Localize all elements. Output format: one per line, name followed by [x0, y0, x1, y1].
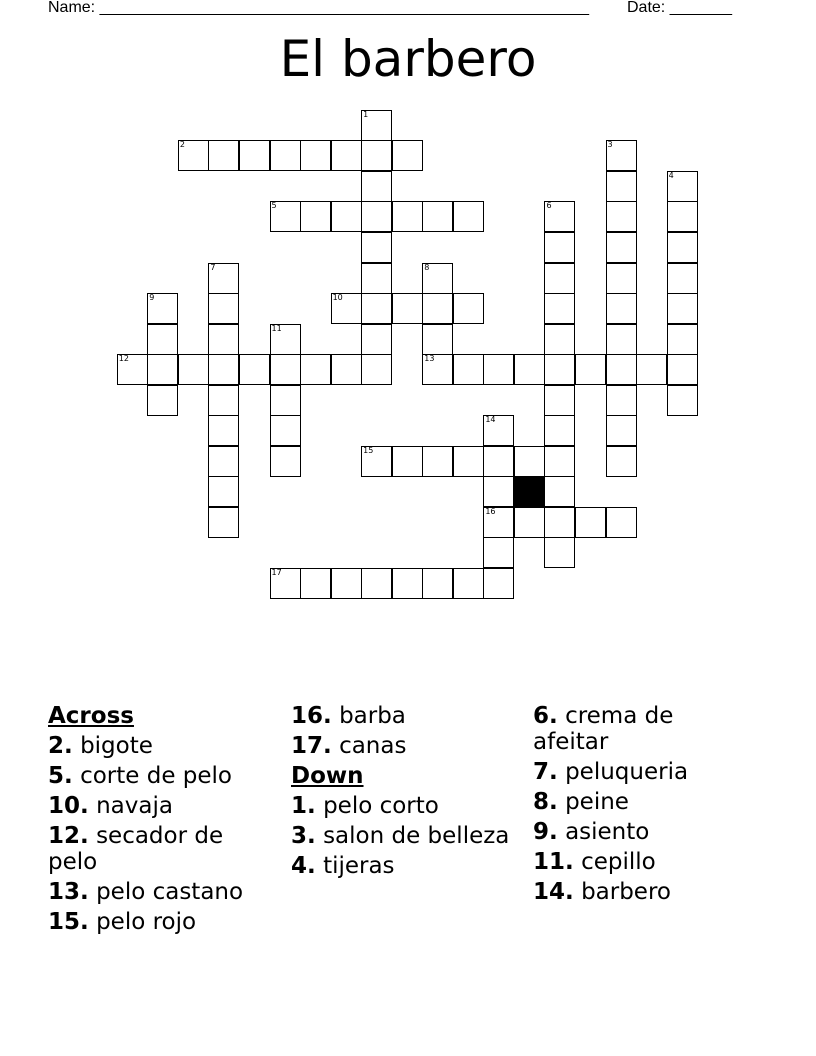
clue-number: 5. [48, 763, 73, 789]
grid-cell[interactable] [331, 568, 362, 599]
grid-cell[interactable] [544, 232, 575, 263]
grid-cell[interactable] [270, 446, 301, 477]
grid-cell[interactable] [453, 201, 484, 232]
grid-cell[interactable] [208, 507, 239, 538]
clue-number: 11. [533, 849, 574, 875]
grid-cell[interactable] [606, 263, 637, 294]
grid-cell[interactable] [147, 354, 178, 385]
grid-cell[interactable] [483, 568, 514, 599]
clue-text: salon de belleza [323, 823, 510, 849]
grid-cell[interactable] [422, 354, 453, 385]
clue-column-2 [291, 703, 516, 883]
clue-number-label: 4 [668, 170, 674, 180]
across-clue [48, 793, 273, 819]
clue-number-label: 3 [607, 140, 613, 150]
grid-cell[interactable] [667, 354, 698, 385]
name-field: Name: _______________________________________________________ [48, 0, 589, 16]
grid-cell[interactable] [361, 354, 392, 385]
clue-text: pelo corto [323, 793, 439, 819]
grid-cell[interactable] [544, 201, 575, 232]
grid-cell[interactable] [544, 537, 575, 568]
grid-cell[interactable] [147, 293, 178, 324]
grid-cell[interactable] [636, 354, 667, 385]
grid-cell[interactable] [361, 293, 392, 324]
clue-number: 15. [48, 909, 89, 935]
grid-cell[interactable] [147, 324, 178, 355]
clue-text: secador de pelo [48, 823, 224, 875]
grid-cell[interactable] [544, 324, 575, 355]
clue-number: 8. [533, 789, 558, 815]
grid-cell[interactable] [575, 507, 606, 538]
clue-number: 12. [48, 823, 89, 849]
grid-cell[interactable] [667, 263, 698, 294]
grid-cell[interactable] [483, 476, 514, 507]
clue-text: navaja [96, 793, 173, 819]
clue-text: pelo castano [96, 879, 244, 905]
grid-cell[interactable] [208, 354, 239, 385]
grid-cell[interactable] [270, 354, 301, 385]
clue-number: 13. [48, 879, 89, 905]
grid-cell[interactable] [208, 140, 239, 171]
grid-cell[interactable] [544, 507, 575, 538]
grid-cell[interactable] [270, 201, 301, 232]
grid-cell[interactable] [453, 568, 484, 599]
grid-cell[interactable] [208, 446, 239, 477]
grid-cell[interactable] [453, 446, 484, 477]
grid-cell[interactable] [300, 354, 331, 385]
grid-cell[interactable] [422, 201, 453, 232]
grid-cell[interactable] [208, 415, 239, 446]
grid-cell[interactable] [392, 201, 423, 232]
grid-cell[interactable] [483, 446, 514, 477]
grid-cell[interactable] [178, 354, 209, 385]
grid-cell[interactable] [361, 232, 392, 263]
grid-cell[interactable] [606, 201, 637, 232]
grid-cell[interactable] [544, 415, 575, 446]
grid-cell[interactable] [208, 385, 239, 416]
clue-number-label: 13 [424, 354, 435, 364]
clue-number-label: 7 [210, 262, 216, 272]
across-clue [48, 763, 273, 789]
down-clue [291, 793, 516, 819]
grid-cell[interactable] [361, 110, 392, 141]
clue-number: 14. [533, 879, 574, 905]
down-clue [533, 849, 733, 875]
clue-text: corte de pelo [80, 763, 232, 789]
grid-cell[interactable] [544, 385, 575, 416]
grid-cell[interactable] [483, 507, 514, 538]
clue-number: 3. [291, 823, 316, 849]
clue-number: 10. [48, 793, 89, 819]
grid-cell[interactable] [147, 385, 178, 416]
grid-cell[interactable] [270, 140, 301, 171]
grid-cell[interactable] [361, 263, 392, 294]
clue-number: 2. [48, 733, 73, 759]
grid-cell[interactable] [667, 385, 698, 416]
grid-cell[interactable] [606, 293, 637, 324]
grid-cell[interactable] [422, 263, 453, 294]
down-clue [291, 823, 516, 849]
grid-cell[interactable] [270, 324, 301, 355]
grid-cell[interactable] [667, 201, 698, 232]
clue-text: peine [565, 789, 629, 815]
grid-cell[interactable] [361, 324, 392, 355]
grid-cell[interactable] [422, 293, 453, 324]
clue-number: 16. [291, 703, 332, 729]
grid-cell[interactable] [331, 354, 362, 385]
across-clue [48, 879, 273, 905]
grid-cell[interactable] [606, 415, 637, 446]
grid-cell[interactable] [667, 324, 698, 355]
across-clue [291, 733, 516, 759]
down-clue [533, 759, 733, 785]
grid-cell[interactable] [208, 263, 239, 294]
clue-text: barba [339, 703, 406, 729]
clue-text: crema de afeitar [533, 703, 674, 755]
clue-number: 17. [291, 733, 332, 759]
clue-number-label: 11 [271, 323, 282, 333]
grid-cell[interactable] [606, 385, 637, 416]
grid-cell[interactable] [606, 507, 637, 538]
clue-number: 7. [533, 759, 558, 785]
grid-cell[interactable] [422, 568, 453, 599]
grid-cell[interactable] [453, 354, 484, 385]
grid-cell[interactable] [575, 354, 606, 385]
across-clue [48, 823, 273, 875]
grid-cell[interactable] [270, 385, 301, 416]
clue-column-3 [533, 703, 733, 909]
grid-cell[interactable] [361, 140, 392, 171]
grid-cell[interactable] [300, 140, 331, 171]
grid-cell[interactable] [208, 476, 239, 507]
clue-number-label: 17 [271, 568, 282, 577]
clue-number-label: 6 [546, 201, 552, 211]
grid-cell[interactable] [392, 140, 423, 171]
grid-cell[interactable] [514, 354, 545, 385]
grid-cell[interactable] [239, 354, 270, 385]
grid-cell[interactable] [606, 140, 637, 171]
grid-cell[interactable] [544, 446, 575, 477]
clue-number-label: 12 [118, 354, 129, 364]
grid-cell[interactable] [483, 354, 514, 385]
clue-text: barbero [581, 879, 671, 905]
grid-cell[interactable] [392, 568, 423, 599]
grid-cell[interactable] [361, 171, 392, 202]
down-clue [533, 819, 733, 845]
clue-column-1 [48, 703, 273, 939]
clue-text: canas [339, 733, 407, 759]
grid-cell[interactable] [606, 232, 637, 263]
grid-cell[interactable] [422, 324, 453, 355]
down-clue [533, 879, 733, 905]
clue-number: 9. [533, 819, 558, 845]
clue-number-label: 5 [271, 201, 277, 211]
clue-number: 6. [533, 703, 558, 729]
down-clue [533, 703, 733, 755]
grid-cell[interactable] [239, 140, 270, 171]
grid-cell[interactable] [544, 293, 575, 324]
clue-number-label: 15 [363, 445, 374, 455]
grid-cell[interactable] [606, 354, 637, 385]
clue-number-label: 8 [424, 262, 430, 272]
grid-block [514, 476, 545, 507]
grid-cell[interactable] [392, 446, 423, 477]
grid-cell[interactable] [606, 446, 637, 477]
clue-text: asiento [565, 819, 650, 845]
grid-cell[interactable] [483, 415, 514, 446]
clue-number: 1. [291, 793, 316, 819]
grid-cell[interactable] [270, 415, 301, 446]
grid-cell[interactable] [178, 140, 209, 171]
grid-cell[interactable] [331, 293, 362, 324]
clue-number-label: 1 [363, 109, 369, 119]
across-clue [48, 733, 273, 759]
grid-cell[interactable] [544, 354, 575, 385]
grid-cell[interactable] [606, 324, 637, 355]
down-clue [291, 853, 516, 879]
across-heading: Across [48, 703, 134, 729]
clue-number-label: 9 [149, 293, 155, 303]
clue-number-label: 16 [485, 506, 496, 516]
grid-cell[interactable] [514, 446, 545, 477]
grid-cell[interactable] [667, 293, 698, 324]
grid-cell[interactable] [667, 171, 698, 202]
grid-cell[interactable] [667, 232, 698, 263]
clue-text: peluqueria [565, 759, 689, 785]
grid-cell[interactable] [361, 568, 392, 599]
clue-number-label: 14 [485, 415, 496, 425]
date-field: Date: _______ [627, 0, 732, 16]
grid-cell[interactable] [392, 293, 423, 324]
clue-number-label: 2 [179, 140, 185, 150]
grid-cell[interactable] [361, 446, 392, 477]
clue-text: bigote [80, 733, 153, 759]
grid-cell[interactable] [331, 201, 362, 232]
across-clue [291, 703, 516, 729]
down-clue [533, 789, 733, 815]
grid-cell[interactable] [117, 354, 148, 385]
down-heading: Down [291, 763, 364, 789]
clue-text: tijeras [323, 853, 395, 879]
grid-cell[interactable] [544, 263, 575, 294]
grid-cell[interactable] [208, 324, 239, 355]
grid-cell[interactable] [300, 568, 331, 599]
grid-cell[interactable] [544, 476, 575, 507]
grid-cell[interactable] [483, 537, 514, 568]
across-clue [48, 909, 273, 935]
page-title: El barbero [279, 30, 537, 88]
grid-cell[interactable] [361, 201, 392, 232]
grid-cell[interactable] [300, 201, 331, 232]
grid-cell[interactable] [270, 568, 301, 599]
clue-number: 4. [291, 853, 316, 879]
grid-cell[interactable] [208, 293, 239, 324]
clue-text: cepillo [581, 849, 656, 875]
clue-text: pelo rojo [96, 909, 197, 935]
grid-cell[interactable] [453, 293, 484, 324]
grid-cell[interactable] [606, 171, 637, 202]
grid-cell[interactable] [331, 140, 362, 171]
grid-cell[interactable] [422, 446, 453, 477]
clue-number-label: 10 [332, 293, 343, 303]
grid-cell[interactable] [514, 507, 545, 538]
